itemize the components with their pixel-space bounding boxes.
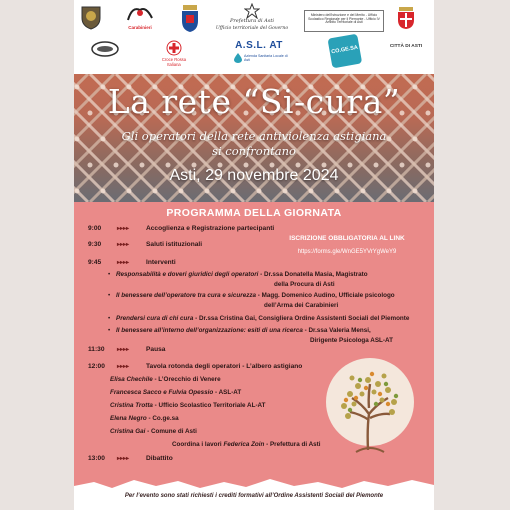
registration-box xyxy=(279,232,415,262)
schedule-text: Interventi xyxy=(146,259,176,266)
schedule-text: Dibattito xyxy=(146,455,173,462)
event-date: Asti, 29 novembre 2024 xyxy=(169,167,339,184)
panelist-org: - L’Orecchio di Venere xyxy=(152,376,221,383)
footer-note: Per l’evento sono stati richiesti i crediti formativi all’Ordine Assistenti Sociali del Piemonte xyxy=(124,493,384,499)
event-poster xyxy=(74,0,434,510)
program-title: PROGRAMMA DELLA GIORNATA xyxy=(166,207,342,219)
schedule-time: 13:00 xyxy=(88,455,105,462)
arrow-icon: ▸▸▸▸ xyxy=(117,226,130,232)
coordinator-pre: Coordina i lavori xyxy=(172,441,224,448)
coordinator-org: - Prefettura di Asti xyxy=(264,441,321,448)
schedule-text: Saluti istituzionali xyxy=(146,241,203,248)
panelist-org: - ASL-AT xyxy=(213,389,242,396)
event-title: La rete “Si-cura” xyxy=(107,82,401,121)
talk-speaker: - Dr.ssa Donatella Masia, Magistrato xyxy=(258,271,368,278)
ufficio-scolastico-logo xyxy=(304,10,384,32)
panelist-name: Elena Negro xyxy=(110,415,147,422)
talk-speaker-line2: della Procura di Asti xyxy=(274,281,335,288)
republic-emblem-icon xyxy=(244,3,260,19)
talk-topic: Prendersi cura di chi cura xyxy=(116,315,194,322)
talk-speaker: - Dr.ssa Cristina Gai, Consigliera Ordine Assistenti Sociali del Piemonte xyxy=(193,315,410,322)
bullet-icon: • xyxy=(108,271,111,278)
event-subtitle xyxy=(84,129,424,158)
bullet-icon: • xyxy=(108,292,111,299)
schedule-time: 11:30 xyxy=(88,346,105,353)
subtitle-line-1: Gli operatori della rete antiviolenza astigiana xyxy=(121,129,387,143)
registration-link[interactable]: https://forms.gle/WnGE5YVrYgWeY9 xyxy=(297,249,397,255)
schedule-time: 9:30 xyxy=(88,241,102,248)
asl-sub: Azienda Sanitaria Locale di Asti xyxy=(244,54,288,62)
arrow-icon: ▸▸▸▸ xyxy=(117,456,130,462)
talk-speaker-line2: Dirigente Psicologa ASL-AT xyxy=(310,337,393,344)
panelist-name: Francesca Sacco e Fulvia Opessio xyxy=(110,389,214,396)
schedule-text: Tavola rotonda degli operatori - L’albero astigiano xyxy=(146,363,303,370)
talk-topic: Responsabilità e doveri giuridici degli operatori xyxy=(116,271,259,278)
arrow-icon: ▸▸▸▸ xyxy=(117,364,130,370)
arrow-icon: ▸▸▸▸ xyxy=(117,242,130,248)
panelist-org: - Ufficio Scolastico Territoriale AL-AT xyxy=(152,402,266,409)
cogesa-label: CO.GE.SA xyxy=(330,44,359,56)
bullet-icon: • xyxy=(108,315,111,322)
ufficio-scolastico-label: Ministero dell'Istruzione e del Merito - Ufficio Scolastico Regionale per il Piemonte - Ufficio IV Ambito Territoriale di Asti xyxy=(308,13,380,25)
arrow-icon: ▸▸▸▸ xyxy=(117,260,130,266)
schedule-time: 12:00 xyxy=(88,363,105,370)
coordinator-name: Federica Zoin xyxy=(223,441,265,448)
panelist-name: Elisa Chechile xyxy=(110,376,153,383)
citta-asti-crest-icon xyxy=(396,6,416,30)
prefettura-label-2: Ufficio territoriale del Governo xyxy=(215,26,289,31)
talk-speaker: - Magg. Domenico Audino, Ufficiale psicologo xyxy=(256,292,395,299)
croce-rossa-label: Croce Rossa Italiana xyxy=(161,57,187,67)
round-badge-icon xyxy=(90,40,120,58)
schedule-text: Pausa xyxy=(146,346,166,353)
asl-name: A.S.L. AT xyxy=(235,40,283,51)
cogesa-logo xyxy=(327,34,362,71)
footer xyxy=(74,476,434,510)
carabinieri-label: Carabinieri xyxy=(128,25,152,30)
logos-band xyxy=(74,0,434,74)
polizia-crest-icon xyxy=(180,3,200,33)
talk-topic: Il benessere dell’operatore tra cura e sicurezza xyxy=(116,292,256,299)
schedule-text: Accoglienza e Registrazione partecipanti xyxy=(146,225,275,232)
panelist-name: Cristina Trotta xyxy=(110,402,153,409)
tree-illustration-icon xyxy=(322,358,418,458)
panelist-name: Cristina Gai xyxy=(110,428,146,435)
talk-speaker-line2: dell’Arma dei Carabinieri xyxy=(264,302,339,309)
bullet-icon: • xyxy=(108,327,111,334)
schedule-time: 9:45 xyxy=(88,259,102,266)
arrow-icon: ▸▸▸▸ xyxy=(117,347,130,353)
citta-asti-label: CITTÀ DI ASTI xyxy=(389,44,423,49)
coordinator-line xyxy=(172,441,321,448)
hero-banner xyxy=(74,74,434,202)
registration-title: ISCRIZIONE OBBLIGATORIA AL LINK xyxy=(289,235,405,242)
talk-speaker: - Dr.ssa Valeria Mensi, xyxy=(302,327,371,334)
subtitle-line-2: si confrontano xyxy=(212,143,296,158)
police-crest-icon xyxy=(80,4,102,30)
panelist-org: - Co.ge.sa xyxy=(146,415,179,422)
asl-drop-icon xyxy=(234,53,242,63)
talk-topic: Il benessere all’interno dell’organizzazione: esiti di una ricerca xyxy=(116,327,303,334)
schedule-time: 9:00 xyxy=(88,225,102,232)
prefettura-label-1: Prefettura di Asti xyxy=(230,18,274,24)
red-cross-icon xyxy=(166,40,182,56)
panelist-org: - Comune di Asti xyxy=(145,428,197,435)
